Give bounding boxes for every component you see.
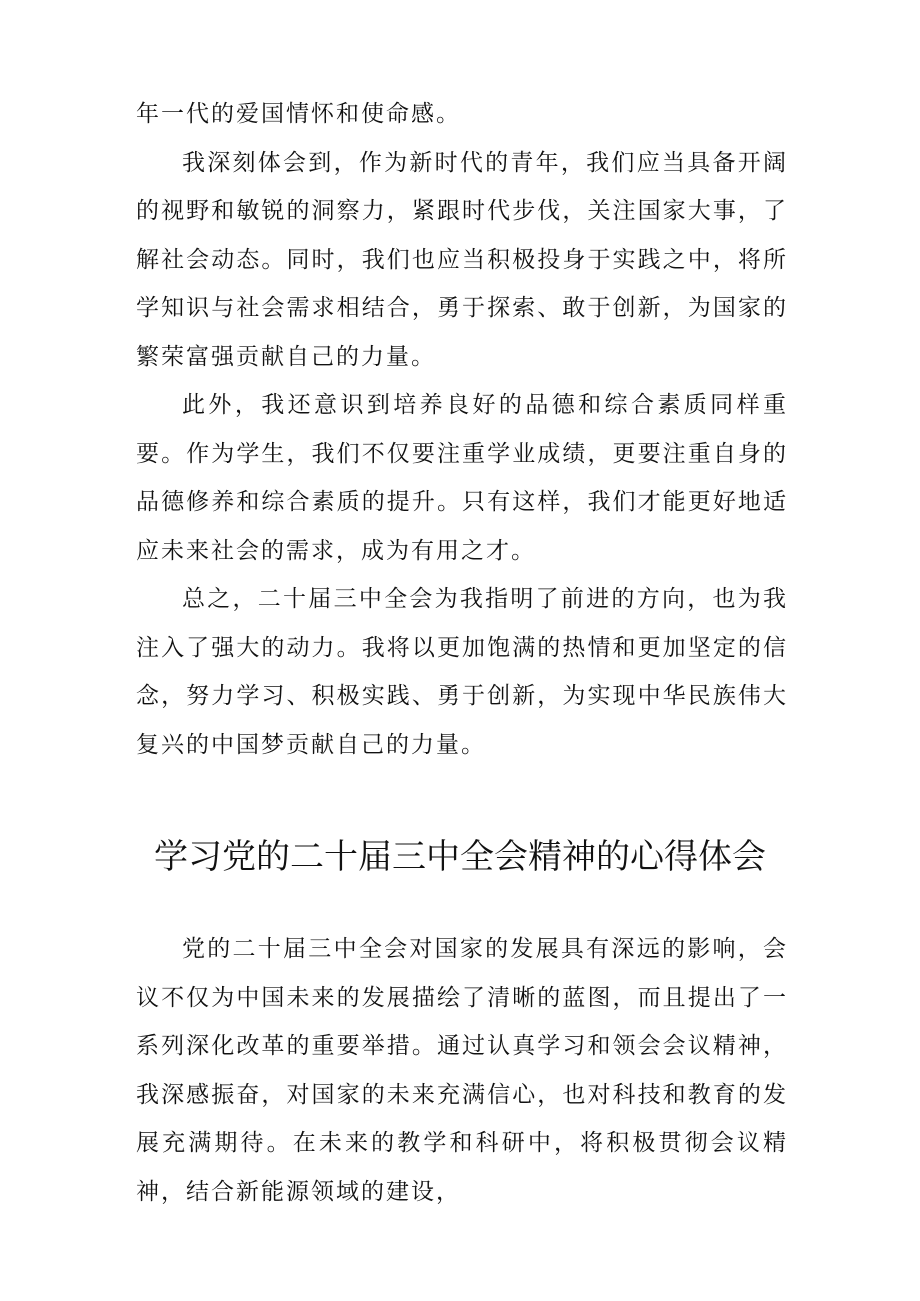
paragraph: 总之，二十届三中全会为我指明了前进的方向，也为我注入了强大的动力。我将以更加饱满的热情和更加坚定的信念，努力学习、积极实践、勇于创新，为实现中华民族伟大复兴的中国梦贡献自己的力量。 <box>136 586 788 758</box>
section-2-title: 学习党的二十届三中全会精神的心得体会 <box>154 837 766 877</box>
paragraph: 党的二十届三中全会对国家的发展具有深远的影响，会议不仅为中国未来的发展描绘了清晰的蓝图，而且提出了一系列深化改革的重要举措。通过认真学习和领会会议精神，我深感振奋，对国家的未来充满信心，也对科技和教育的发展充满期待。在未来的教学和科研中，将积极贯彻会议精神，结合新能源领域的建设， <box>136 936 788 1205</box>
paragraph: 此外，我还意识到培养良好的品德和综合素质同样重要。作为学生，我们不仅要注重学业成绩，更要注重自身的品德修养和综合素质的提升。只有这样，我们才能更好地适应未来社会的需求，成为有用之才。 <box>136 392 788 564</box>
section-2-body <box>136 925 788 1216</box>
paragraph-continuation: 年一代的爱国情怀和使命感。 <box>136 101 461 127</box>
paragraph: 我深刻体会到，作为新时代的青年，我们应当具备开阔的视野和敏锐的洞察力，紧跟时代步伐，关注国家大事，了解社会动态。同时，我们也应当积极投身于实践之中，将所学知识与社会需求相结合，勇于探索、敢于创新，为国家的繁荣富强贡献自己的力量。 <box>136 149 788 370</box>
section-1-body <box>136 90 788 769</box>
